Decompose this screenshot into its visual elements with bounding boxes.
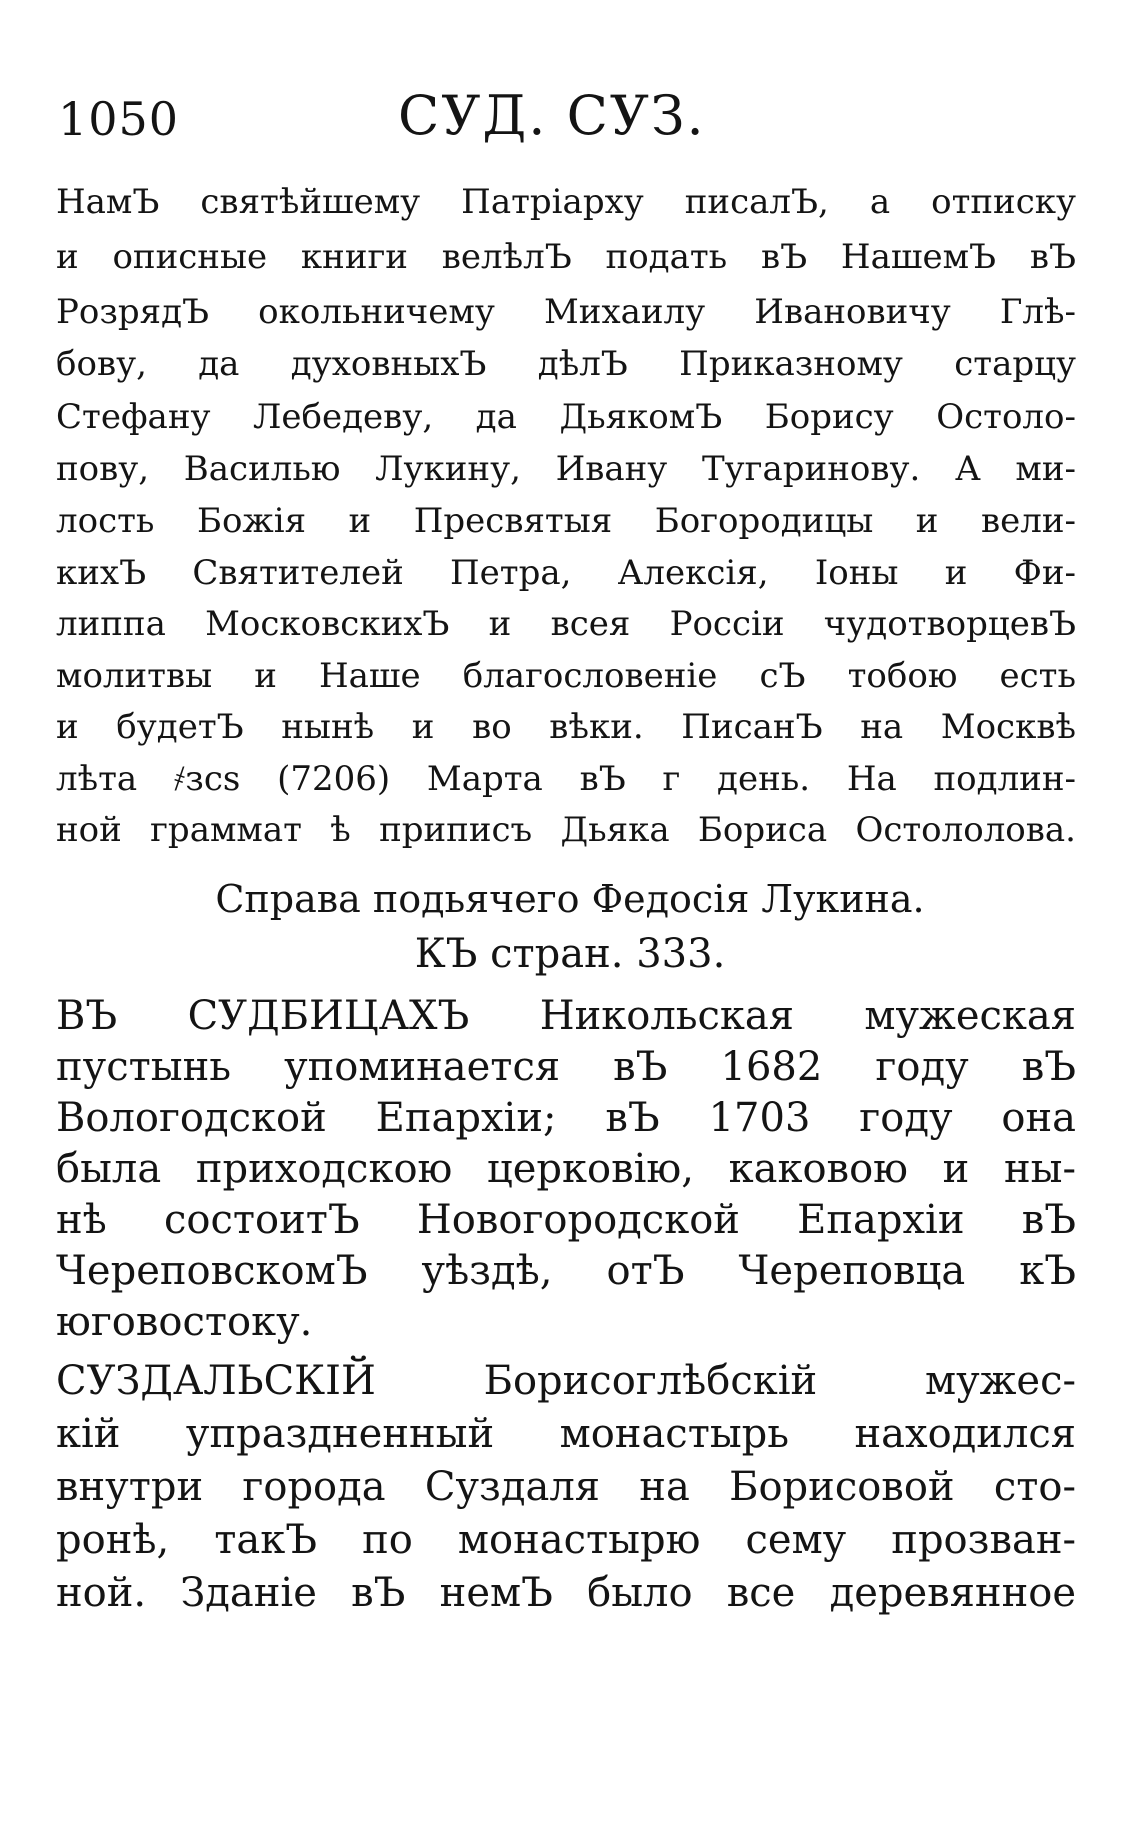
entry-suzdal-line: ронѣ, такЪ по монастырю сему прозван-: [56, 1517, 1076, 1563]
page-number: 1050: [58, 92, 180, 146]
entry-sudbitsy-line: Вологодской Епархіи; вЪ 1703 году она: [56, 1095, 1076, 1141]
entry-sudbitsy-line: была приходскою церковію, каковою и ны-: [56, 1146, 1076, 1192]
text-line: и описные книги велѣлЪ подать вЪ НашемЪ вЪ: [56, 237, 1076, 277]
entry-sudbitsy-line: юговостоку.: [56, 1299, 313, 1345]
entry-suzdal-line: кій упраздненный монастырь находился: [56, 1411, 1076, 1457]
text-line: НамЪ святѣйшему Патріарху писалЪ, а отписку: [56, 182, 1076, 222]
text-line: РозрядЪ окольничему Михаилу Ивановичу Глѣ-: [56, 292, 1076, 332]
text-line: ной граммат ѣ приписъ Дьяка Бориса Остололова.: [56, 810, 1076, 850]
entry-sudbitsy-line: нѣ состоитЪ Новогородской Епархіи вЪ: [56, 1197, 1076, 1243]
text-line: пову, Василью Лукину, Ивану Тугаринову. А ми-: [56, 449, 1076, 489]
page-header: [58, 84, 1078, 162]
signature-line: Справа подьячего Федосія Лукина.: [215, 877, 925, 921]
text-line: молитвы и Наше благословеніе сЪ тобою есть: [56, 656, 1076, 696]
text-line: Стефану Лебедеву, да ДьякомЪ Борису Остоло-: [56, 397, 1076, 437]
entry-sudbitsy-line: ЧереповскомЪ уѣздѣ, отЪ Череповца кЪ: [56, 1248, 1076, 1294]
entry-suzdal-line: внутри города Суздаля на Борисовой сто-: [56, 1464, 1076, 1510]
text-line: и будетЪ нынѣ и во вѣки. ПисанЪ на Москвѣ: [56, 707, 1076, 747]
entry-sudbitsy-line: пустынь упоминается вЪ 1682 году вЪ: [56, 1044, 1076, 1090]
page-reference: КЪ стран. 333.: [414, 931, 726, 977]
text-line: кихЪ Святителей Петра, Алексія, Іоны и Фи-: [56, 553, 1076, 593]
text-line: бову, да духовныхЪ дѣлЪ Приказному старцу: [56, 344, 1076, 384]
text-line: лѣта ҂зсѕ (7206) Марта вЪ г день. На подлин-: [56, 759, 1076, 799]
entry-sudbitsy-line: ВЪ СУДБИЦАХЪ Никольская мужеская: [56, 993, 1076, 1039]
running-title: СУД. СУЗ.: [398, 84, 706, 147]
entry-suzdal-line: ной. Зданіе вЪ немЪ было все деревянное: [56, 1570, 1076, 1616]
entry-suzdal-line: СУЗДАЛЬСКІЙ Борисоглѣбскій мужес-: [56, 1358, 1076, 1404]
text-line: липпа МосковскихЪ и всея Россіи чудотворцевЪ: [56, 604, 1076, 644]
text-line: лость Божія и Пресвятыя Богородицы и вели-: [56, 501, 1076, 541]
